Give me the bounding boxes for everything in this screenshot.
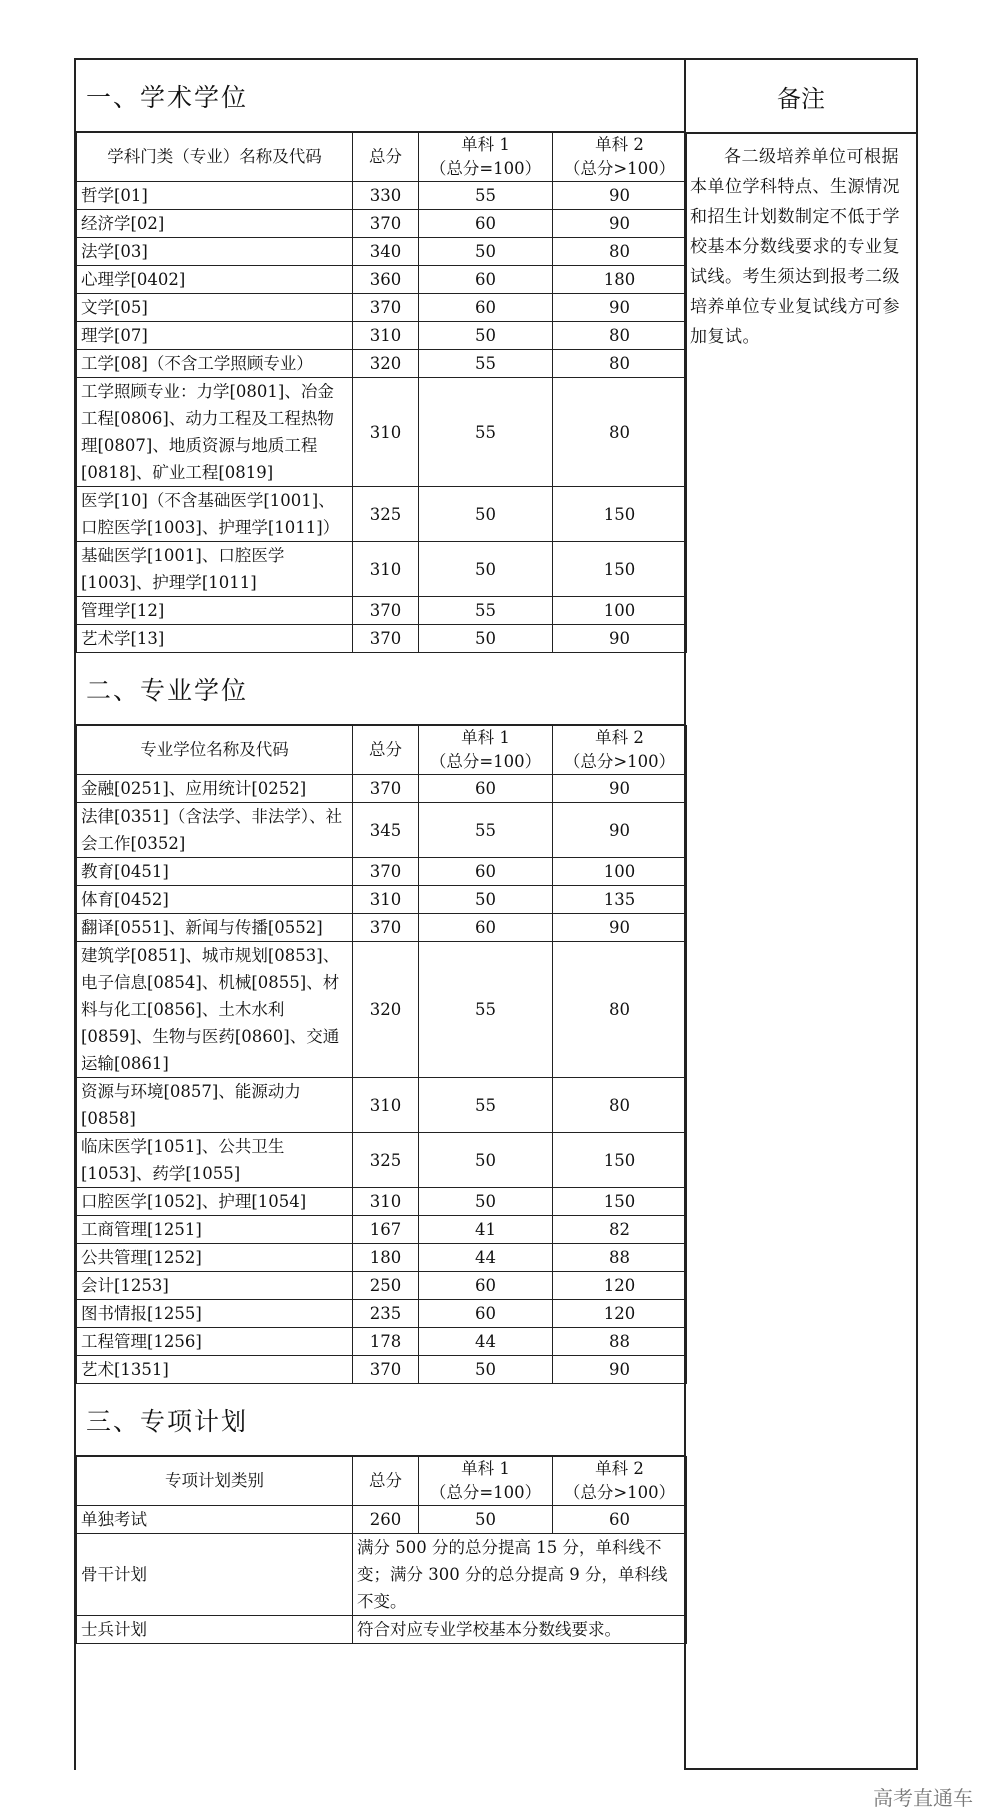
row-label: 法律[0351]（含法学、非法学）、社会工作[0352] bbox=[77, 803, 353, 858]
row-value: 50 bbox=[419, 238, 553, 266]
table-row bbox=[77, 625, 687, 653]
row-value: 80 bbox=[553, 378, 687, 487]
header-cell: 单科 1 （总分=100） bbox=[419, 1457, 553, 1506]
row-value: 150 bbox=[553, 542, 687, 597]
row-label: 建筑学[0851]、城市规划[0853]、电子信息[0854]、机械[0855]、材料与化工[0856]、土木水利[0859]、生物与医药[0860]、交通运输[0861] bbox=[77, 942, 353, 1078]
row-value: 370 bbox=[353, 625, 419, 653]
score-document bbox=[74, 58, 918, 1770]
header-cell: 单科 2 （总分>100） bbox=[553, 1457, 687, 1506]
row-value: 符合对应专业学校基本分数线要求。 bbox=[353, 1616, 687, 1644]
row-value: 310 bbox=[353, 542, 419, 597]
section-title: 三、专项计划 bbox=[76, 1384, 684, 1456]
row-value: 60 bbox=[419, 914, 553, 942]
row-value: 55 bbox=[419, 597, 553, 625]
row-label: 图书情报[1255] bbox=[77, 1300, 353, 1328]
row-value: 60 bbox=[419, 858, 553, 886]
row-value: 330 bbox=[353, 182, 419, 210]
row-label: 工学[08]（不含工学照顾专业） bbox=[77, 350, 353, 378]
row-value: 325 bbox=[353, 487, 419, 542]
row-value: 235 bbox=[353, 1300, 419, 1328]
row-value: 50 bbox=[419, 1188, 553, 1216]
header-cell: 总分 bbox=[353, 726, 419, 775]
row-value: 88 bbox=[553, 1244, 687, 1272]
row-value: 60 bbox=[419, 266, 553, 294]
row-value: 345 bbox=[353, 803, 419, 858]
row-value: 90 bbox=[553, 294, 687, 322]
table-row bbox=[77, 294, 687, 322]
row-value: 90 bbox=[553, 775, 687, 803]
row-value: 260 bbox=[353, 1506, 419, 1534]
row-value: 80 bbox=[553, 322, 687, 350]
row-label: 经济学[02] bbox=[77, 210, 353, 238]
row-value: 55 bbox=[419, 350, 553, 378]
row-value: 370 bbox=[353, 858, 419, 886]
table-header-row bbox=[77, 133, 687, 182]
row-value: 50 bbox=[419, 1356, 553, 1384]
row-value: 150 bbox=[553, 1133, 687, 1188]
row-label: 法学[03] bbox=[77, 238, 353, 266]
table-row bbox=[77, 266, 687, 294]
score-table bbox=[76, 132, 687, 653]
row-label: 理学[07] bbox=[77, 322, 353, 350]
row-value: 41 bbox=[419, 1216, 553, 1244]
row-value: 90 bbox=[553, 182, 687, 210]
row-value: 60 bbox=[419, 294, 553, 322]
row-label: 临床医学[1051]、公共卫生[1053]、药学[1055] bbox=[77, 1133, 353, 1188]
row-value: 135 bbox=[553, 886, 687, 914]
row-value: 50 bbox=[419, 322, 553, 350]
row-label: 教育[0451] bbox=[77, 858, 353, 886]
row-label: 工商管理[1251] bbox=[77, 1216, 353, 1244]
row-value: 60 bbox=[419, 775, 553, 803]
row-value: 80 bbox=[553, 1078, 687, 1133]
row-value: 50 bbox=[419, 487, 553, 542]
row-value: 320 bbox=[353, 942, 419, 1078]
row-value: 250 bbox=[353, 1272, 419, 1300]
table-row bbox=[77, 597, 687, 625]
row-value: 370 bbox=[353, 597, 419, 625]
header-cell: 单科 2 （总分>100） bbox=[553, 133, 687, 182]
table-row bbox=[77, 210, 687, 238]
table-row bbox=[77, 322, 687, 350]
header-cell: 专项计划类别 bbox=[77, 1457, 353, 1506]
row-value: 44 bbox=[419, 1328, 553, 1356]
table-row bbox=[77, 914, 687, 942]
row-value: 90 bbox=[553, 914, 687, 942]
table-row bbox=[77, 1216, 687, 1244]
row-value: 55 bbox=[419, 1078, 553, 1133]
table-row bbox=[77, 803, 687, 858]
row-label: 基础医学[1001]、口腔医学[1003]、护理学[1011] bbox=[77, 542, 353, 597]
row-value: 55 bbox=[419, 942, 553, 1078]
table-row bbox=[77, 1244, 687, 1272]
row-label: 文学[05] bbox=[77, 294, 353, 322]
score-table bbox=[76, 1456, 687, 1644]
score-table bbox=[76, 725, 687, 1384]
header-cell: 单科 2 （总分>100） bbox=[553, 726, 687, 775]
row-value: 370 bbox=[353, 775, 419, 803]
table-row bbox=[77, 1133, 687, 1188]
row-value: 55 bbox=[419, 803, 553, 858]
table-row bbox=[77, 1616, 687, 1644]
row-label: 翻译[0551]、新闻与传播[0552] bbox=[77, 914, 353, 942]
row-value: 60 bbox=[419, 1272, 553, 1300]
row-value: 50 bbox=[419, 886, 553, 914]
row-value: 310 bbox=[353, 1078, 419, 1133]
header-cell: 单科 1 （总分=100） bbox=[419, 133, 553, 182]
table-row bbox=[77, 858, 687, 886]
row-label: 艺术[1351] bbox=[77, 1356, 353, 1384]
row-value: 310 bbox=[353, 378, 419, 487]
row-value: 180 bbox=[353, 1244, 419, 1272]
remarks-column bbox=[684, 58, 918, 1770]
row-value: 325 bbox=[353, 1133, 419, 1188]
row-value: 50 bbox=[419, 1133, 553, 1188]
row-label: 管理学[12] bbox=[77, 597, 353, 625]
header-cell: 学科门类（专业）名称及代码 bbox=[77, 133, 353, 182]
header-cell: 总分 bbox=[353, 133, 419, 182]
row-value: 120 bbox=[553, 1300, 687, 1328]
row-value: 90 bbox=[553, 803, 687, 858]
table-row bbox=[77, 942, 687, 1078]
row-label: 公共管理[1252] bbox=[77, 1244, 353, 1272]
row-value: 50 bbox=[419, 625, 553, 653]
row-value: 178 bbox=[353, 1328, 419, 1356]
table-row bbox=[77, 1272, 687, 1300]
row-label: 艺术学[13] bbox=[77, 625, 353, 653]
row-label: 骨干计划 bbox=[77, 1534, 353, 1616]
header-cell: 专业学位名称及代码 bbox=[77, 726, 353, 775]
watermark-text: 高考直通车 bbox=[873, 1786, 973, 1810]
section-title: 二、专业学位 bbox=[76, 653, 684, 725]
remarks-title: 备注 bbox=[686, 60, 916, 134]
header-cell: 总分 bbox=[353, 1457, 419, 1506]
table-row bbox=[77, 1300, 687, 1328]
table-row bbox=[77, 886, 687, 914]
row-value: 90 bbox=[553, 1356, 687, 1384]
table-row bbox=[77, 1506, 687, 1534]
row-value: 180 bbox=[553, 266, 687, 294]
row-label: 金融[0251]、应用统计[0252] bbox=[77, 775, 353, 803]
row-value: 90 bbox=[553, 625, 687, 653]
row-value: 340 bbox=[353, 238, 419, 266]
remarks-text: 各二级培养单位可根据本单位学科特点、生源情况和招生计划数制定不低于学校基本分数线要求的专业复试线。考生须达到报考二级培养单位专业复试线方可参加复试。 bbox=[690, 147, 900, 347]
row-value: 120 bbox=[553, 1272, 687, 1300]
row-label: 士兵计划 bbox=[77, 1616, 353, 1644]
row-value: 150 bbox=[553, 1188, 687, 1216]
row-value: 100 bbox=[553, 597, 687, 625]
table-row bbox=[77, 238, 687, 266]
row-value: 150 bbox=[553, 487, 687, 542]
table-row bbox=[77, 1356, 687, 1384]
row-label: 会计[1253] bbox=[77, 1272, 353, 1300]
row-label: 口腔医学[1052]、护理[1054] bbox=[77, 1188, 353, 1216]
row-value: 50 bbox=[419, 1506, 553, 1534]
row-value: 55 bbox=[419, 378, 553, 487]
row-value: 55 bbox=[419, 182, 553, 210]
table-row bbox=[77, 350, 687, 378]
row-value: 满分 500 分的总分提高 15 分，单科线不变；满分 300 分的总分提高 9 分，单科线不变。 bbox=[353, 1534, 687, 1616]
table-row bbox=[77, 1328, 687, 1356]
row-label: 资源与环境[0857]、能源动力[0858] bbox=[77, 1078, 353, 1133]
row-value: 82 bbox=[553, 1216, 687, 1244]
row-value: 320 bbox=[353, 350, 419, 378]
row-value: 50 bbox=[419, 542, 553, 597]
row-value: 167 bbox=[353, 1216, 419, 1244]
table-row bbox=[77, 1534, 687, 1616]
table-header-row bbox=[77, 1457, 687, 1506]
row-label: 心理学[0402] bbox=[77, 266, 353, 294]
row-value: 370 bbox=[353, 294, 419, 322]
row-label: 医学[10]（不含基础医学[1001]、口腔医学[1003]、护理学[1011]） bbox=[77, 487, 353, 542]
header-cell: 单科 1 （总分=100） bbox=[419, 726, 553, 775]
row-value: 44 bbox=[419, 1244, 553, 1272]
row-value: 370 bbox=[353, 210, 419, 238]
row-value: 360 bbox=[353, 266, 419, 294]
table-row bbox=[77, 487, 687, 542]
row-value: 90 bbox=[553, 210, 687, 238]
row-value: 370 bbox=[353, 1356, 419, 1384]
row-label: 体育[0452] bbox=[77, 886, 353, 914]
section-title: 一、学术学位 bbox=[76, 60, 684, 132]
row-value: 310 bbox=[353, 1188, 419, 1216]
row-value: 100 bbox=[553, 858, 687, 886]
row-value: 80 bbox=[553, 238, 687, 266]
row-label: 工程管理[1256] bbox=[77, 1328, 353, 1356]
table-row bbox=[77, 1078, 687, 1133]
row-value: 60 bbox=[419, 1300, 553, 1328]
row-label: 单独考试 bbox=[77, 1506, 353, 1534]
row-value: 60 bbox=[419, 210, 553, 238]
row-value: 310 bbox=[353, 322, 419, 350]
score-tables bbox=[74, 58, 684, 1770]
row-value: 80 bbox=[553, 942, 687, 1078]
table-row bbox=[77, 775, 687, 803]
row-label: 哲学[01] bbox=[77, 182, 353, 210]
table-row bbox=[77, 182, 687, 210]
table-row bbox=[77, 1188, 687, 1216]
row-label: 工学照顾专业：力学[0801]、冶金工程[0806]、动力工程及工程热物理[0807]、地质资源与地质工程 [0818]、矿业工程[0819] bbox=[77, 378, 353, 487]
table-row bbox=[77, 542, 687, 597]
row-value: 370 bbox=[353, 914, 419, 942]
table-header-row bbox=[77, 726, 687, 775]
row-value: 60 bbox=[553, 1506, 687, 1534]
row-value: 310 bbox=[353, 886, 419, 914]
table-row bbox=[77, 378, 687, 487]
row-value: 88 bbox=[553, 1328, 687, 1356]
row-value: 80 bbox=[553, 350, 687, 378]
